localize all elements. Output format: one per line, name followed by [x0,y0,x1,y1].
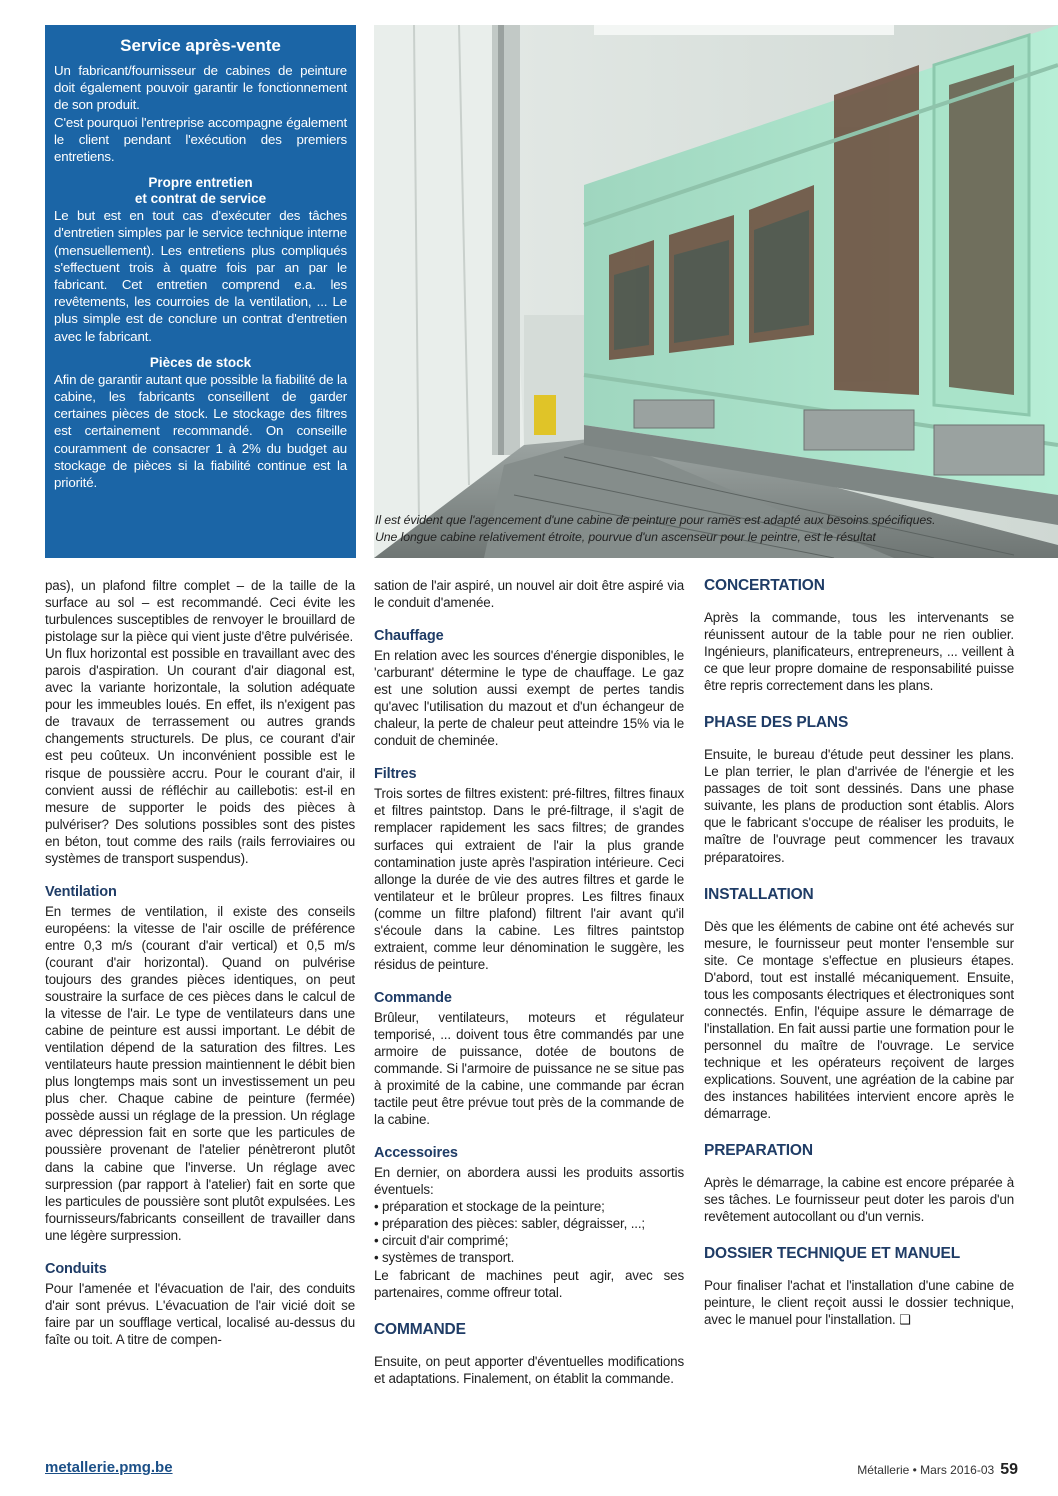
photo-caption [375,512,965,546]
col1-paragraph-conduits: Pour l'amenée et l'évacuation de l'air, des conduits d'air sont prévus. L'évacuation de l'air vicié doit se faire par un soufflage vertical, localisé au-dessus du faîte ou toit. A titre de compen- [45,1280,355,1347]
sidebar-intro-1: Un fabricant/fournisseur de cabines de peinture doit également pouvoir garantir le fonctionnement de son produit. [54,63,347,113]
col3-paragraph-installation: Dès que les éléments de cabine ont été achevés sur mesure, le fournisseur peut monter l'ensemble sur site. Ce montage s'effectue en plusieurs étapes. D'abord, tout est installé mécaniquement. Ensuite, tous les composants électriques et électroniques sont connectés. Enfin, l'équipe assure le démarrage de l'installation. En fait aussi partie une formation pour le personnel du maître de l'ouvrage. Le service technique et les opérateurs reçoivent de larges explications. Souvent, une agréation de la cabine par des instances habilitées intervient encore après le démarrage. [704,918,1014,1122]
heading-commande-section: COMMANDE [374,1320,466,1338]
sidebar-section1-text: Le but est en tout cas d'exécuter des tâches d'entretien simples par le service technique interne (mensuellement). Les entretiens plus compliqués s'effectuent trois à quatre fois par an par le fabricant. Cet entretien comprend e.a. les revêtements, les courroies de la ventilation, ... Le plus simple est de conclure un contrat d'entretien avec le fabricant. [54,208,347,344]
heading-dossier-technique: DOSSIER TECHNIQUE ET MANUEL [704,1245,961,1263]
paint-booth-photo [374,25,1058,558]
photo-caption-line1: Il est évident que l'agencement d'une cabine de peinture pour rames est adapté aux besoins spécifiques. [375,513,936,527]
accessoires-list [374,1198,684,1266]
col1-paragraph-ventilation: En termes de ventilation, il existe des conseils européens: la vitesse de l'air oscille de préférence entre 0,3 m/s (courant d'air vertical) et 0,5 m/s (courant d'air horizontal). Quand on pulvérise toujours des grandes pièces identiques, on peut soustraire la surface de ces pièces dans le calcul de la vitesse de l'air. Le type de ventilateurs dans une cabine de peinture est aussi important. Le débit de ventilation dépend de la saturation des filtres. Les ventilateurs haute pression maintiennent le débit bien plus longtemps mais sont un investissement un peu plus cher. Chaque cabine de peinture (fermée) possède aussi un réglage de la pression. Un réglage avec dépression fait en sorte que les particules de poussière provenant de l'atelier pénètreront plutôt dans la cabine que l'inverse. Un réglage avec surpression (par rapport à l'atelier) fait en sorte que les particules de poussière sont plutôt expulsées. Les fournisseurs/fabricants conseillent de travailler dans une légère surpression. [45,903,355,1243]
col2-paragraph-commande-2: Ensuite, on peut apporter d'éventuelles modifications et adaptations. Finalement, on établit la commande. [374,1353,684,1386]
page-number: 59 [1000,1461,1018,1478]
col2-paragraph-accessoires-2: Le fabricant de machines peut agir, avec ses partenaires, comme offreur total. [374,1267,684,1300]
sidebar-section2-text: Afin de garantir autant que possible la fiabilité de la cabine, les fabricants conseillent de garder certaines pièces de stock. Le stockage des filtres est certainement recommandé. On conseille couramment de consacrer 1 à 2% du budget au stockage de pièces si la fiabilité continue est la priorité. [54,371,347,491]
footer-website-link[interactable]: metallerie.pmg.be [45,1459,173,1476]
heading-commande: Commande [374,989,452,1006]
heading-accessoires: Accessoires [374,1145,458,1162]
col3-dossier-text: Pour finaliser l'achat et l'installation d'une cabine de peinture, le client reçoit aussi le dossier technique, avec le manuel pour l'installation. [704,1278,1014,1328]
sidebar-section1-title-line1: Propre entretien [148,175,253,191]
heading-conduits: Conduits [45,1260,107,1277]
list-item: • circuit d'air comprimé; [374,1232,684,1249]
heading-preparation: PREPARATION [704,1142,813,1160]
col2-paragraph-commande: Brûleur, ventilateurs, moteurs et régulateur temporisé, ... doivent tous être commandés par une armoire de puissance, dotée de boutons de commande. Si l'armoire de puissance ne se situe pas à proximité de la cabine, une commande par écran tactile peut être prévue tout près de la commande de la cabine. [374,1009,684,1128]
sidebar-intro-2: C'est pourquoi l'entreprise accompagne également le client pendant l'exécution des premiers entretiens. [54,114,347,165]
col1-paragraph-2: Un flux horizontal est possible en travaillant avec des parois d'aspiration. Un courant d'air diagonal est, avec la variante horizontale, la solution adéquate pour les immeubles loués. En effet, ils n'exigent pas de travaux de terrassement ou autres grands changements structurels. De plus, ce courant d'air est peu coûteux. Un inconvénient possible est le risque de poussière accru. Pour le courant d'air, il convient aussi de réfléchir au caillebotis: est-il en mesure de supporter le poids des pièces à pulvériser? Des solutions possibles sont des pistes en béton, tout comme des rails (rails ferroviaires ou systèmes de transport suspendus). [45,646,355,866]
footer-issue: Métallerie • Mars 2016-03 [857,1463,995,1477]
col3-paragraph-preparation: Après le démarrage, la cabine est encore préparée à ses tâches. Le fournisseur peut doter les parois d'un revêtement autocollant ou d'un vernis. [704,1175,1014,1225]
heading-ventilation: Ventilation [45,883,117,900]
sidebar-section2-title: Pièces de stock [149,354,252,370]
heading-chauffage: Chauffage [374,628,444,645]
col1-paragraph-1: pas), un plafond filtre complet – de la taille de la surface au sol – est recommandé. Ceci évite les turbulences susceptibles de renvoyer le brouillard de pistolage sur la pièce qui vient juste d'être pulvérisée. [45,578,355,645]
sidebar-section1-title [54,175,347,207]
sidebar-section1-title-line2: et contrat de service [134,191,267,207]
col3-paragraph-concertation: Après la commande, tous les intervenants se réunissent autour de la table pour ne rien oublier. Ingénieurs, planificateurs, entrepreneurs, ... veillent à ce que leur propre domaine de responsabilité puisse être repris correctement dans les plans. [704,610,1014,694]
col3-paragraph-phase: Ensuite, le bureau d'étude peut dessiner les plans. Le plan terrier, le plan d'arrivée de l'énergie et les passages de toit sont dessinés. Dans une phase suivante, les plans de production sont établis. Alors que le fabricant s'occupe de réaliser les produits, le maître de l'ouvrage peut commencer les travaux préparatoires. [704,747,1014,865]
article-column-2 [374,577,684,1387]
list-item: • préparation et stockage de la peinture; [374,1198,684,1215]
col2-paragraph-accessoires: En dernier, on abordera aussi les produits assortis éventuels: [374,1165,684,1198]
end-of-article-icon: ❑ [899,1312,911,1328]
col2-paragraph-chauffage: En relation avec les sources d'énergie disponibles, le 'carburant' détermine le type de chauffage. Le gaz est une solution aussi exempt de pertes tandis qu'avec l'utilisation du mazout et d'un échangeur de chaleur, la perte de chaleur peut atteindre 15% via le conduit de cheminée. [374,648,684,749]
sidebar-service-apres-vente [45,25,356,558]
paint-booth-illustration [374,25,1058,558]
heading-concertation: CONCERTATION [704,577,825,594]
sidebar-title: Service après-vente [120,36,281,55]
article-column-1 [45,577,355,1348]
col3-paragraph-dossier [704,1277,1014,1328]
col2-paragraph-1: sation de l'air aspiré, un nouvel air doit être aspiré via le conduit d'amenée. [374,578,684,611]
footer-issue-info [857,1461,1018,1479]
heading-filtres: Filtres [374,766,417,783]
heading-installation: INSTALLATION [704,885,814,903]
photo-caption-line2: Une longue cabine relativement étroite, pourvue d'un ascenseur pour le peintre, est le résultat [375,530,876,544]
list-item: • systèmes de transport. [374,1249,684,1266]
article-column-3 [704,577,1014,1328]
col2-paragraph-filtres: Trois sortes de filtres existent: pré-filtres, filtres finaux et filtres paintstop. Dans le pré-filtrage, il s'agit de remplacer rapidement les sacs filtres; de grandes surfaces qui extraient de l'air la plus grande contamination juste après l'aspiration intérieure. Ceci allonge la durée de vie des autres filtres et garde le ventilateur et le brûleur propres. Les filtres finaux (comme un filtre plafond) filtrent l'air avant qu'il s'écoule dans la cabine. Les filtres paintstop extraient, comme leur dénomination le suggère, les résidus de peinture. [374,786,684,972]
heading-phase-des-plans: PHASE DES PLANS [704,714,849,732]
list-item: • préparation des pièces: sabler, dégraisser, ...; [374,1215,684,1232]
